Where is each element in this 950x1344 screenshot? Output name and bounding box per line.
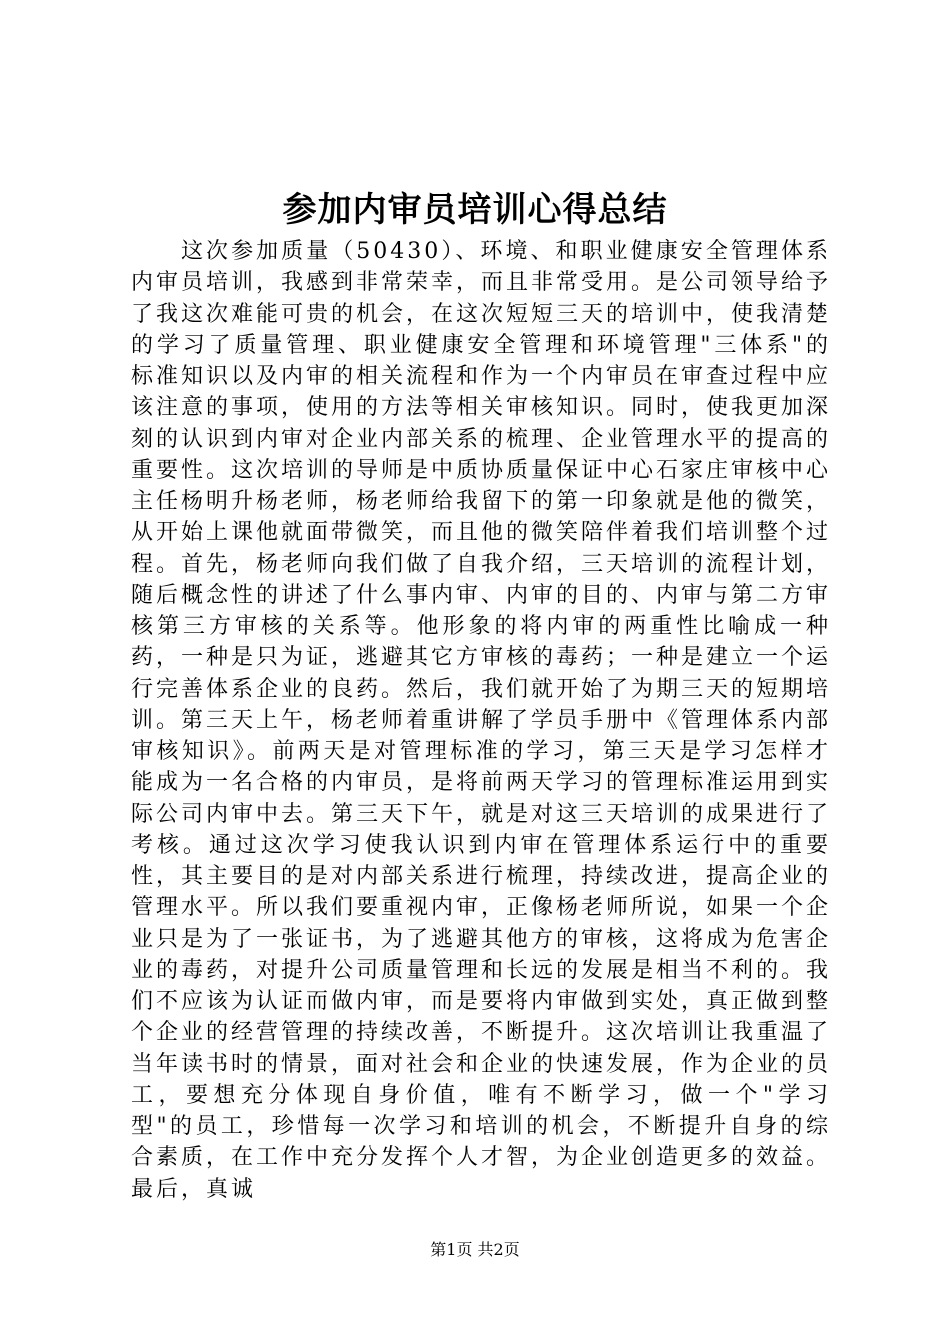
page-number-footer: 第1页 共2页: [430, 1240, 520, 1259]
document-title: 参加内审员培训心得总结: [282, 190, 668, 230]
document-body: 这次参加质量（50430）、环境、和职业健康安全管理体系内审员培训，我感到非常荣幸，而且非常受用。是公司领导给予了我这次难能可贵的机会，在这次短短三天的培训中，使我清楚的学习了质量管理、职业健康安全管理和环境管理"三体系"的标准知识以及内审的相关流程和作为一个内审员在审查过程中应该注意的事项，使用的方法等相关审核知识。同时，使我更加深刻的认识到内审对企业内部关系的梳理、企业管理水平的提高的重要性。这次培训的导师是中质协质量保证中心石家庄审核中心主任杨明升杨老师，杨老师给我留下的第一印象就是他的微笑，从开始上课他就面带微笑，而且他的微笑陪伴着我们培训整个过程。首先，杨老师向我们做了自我介绍，三天培训的流程计划，随后概念性的讲述了什么事内审、内审的目的、内审与第二方审核第三方审核的关系等。他形象的将内审的两重性比喻成一种药，一种是只为证，逃避其它方审核的毒药；一种是建立一个运行完善体系企业的良药。然后，我们就开始了为期三天的短期培训。第三天上午，杨老师着重讲解了学员手册中《管理体系内部审核知识》。前两天是对管理标准的学习，第三天是学习怎样才能成为一名合格的内审员，是将前两天学习的管理标准运用到实际公司内审中去。第三天下午，就是对这三天培训的成果进行了考核。通过这次学习使我认识到内审在管理体系运行中的重要性，其主要目的是对内部关系进行梳理，持续改进，提高企业的管理水平。所以我们要重视内审，正像杨老师所说，如果一个企业只是为了一张证书，为了逃避其他方的审核，这将成为危害企业的毒药，对提升公司质量管理和长远的发展是相当不利的。我们不应该为认证而做内审，而是要将内审做到实处，真正做到整个企业的经营管理的持续改善，不断提升。这次培训让我重温了当年读书时的情景，面对社会和企业的快速发展，作为企业的员工，要想充分体现自身价值，唯有不断学习，做一个"学习型"的员工，珍惜每一次学习和培训的机会，不断提升自身的综合素质，在工作中充分发挥个人才智，为企业创造更多的效益。最后，真诚: [131, 239, 832, 1202]
